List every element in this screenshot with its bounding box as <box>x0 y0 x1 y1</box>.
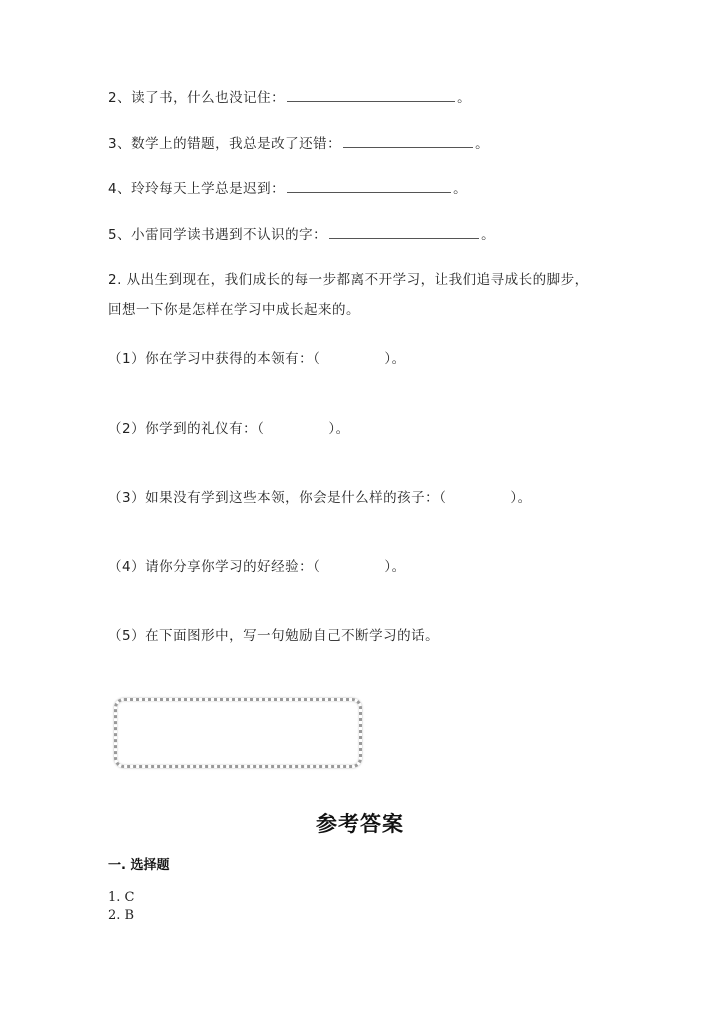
question-text: 5、小雷同学读书遇到不认识的字： <box>108 227 328 243</box>
sub-question-3: （3）如果没有学到这些本领，你会是什么样的孩子：（ ）。 <box>108 490 532 506</box>
sub-question-2: （2）你学到的礼仪有：（ ）。 <box>108 421 350 437</box>
question-2-read-books: 2、读了书，什么也没记住： 。 <box>108 90 472 106</box>
question-text: 3、数学上的错题，我总是改了还错： <box>108 136 342 152</box>
section-heading-multiple-choice: 一. 选择题 <box>108 858 170 873</box>
question-2-intro-line-2: 回想一下你是怎样在学习中成长起来的。 <box>108 302 360 318</box>
sub-question-5: （5）在下面图形中，写一句勉励自己不断学习的话。 <box>108 628 440 644</box>
question-4-late-school: 4、玲玲每天上学总是迟到： 。 <box>108 181 468 197</box>
answer-blank[interactable] <box>329 226 479 239</box>
question-5-unknown-characters: 5、小雷同学读书遇到不认识的字： 。 <box>108 227 496 243</box>
question-text: 2、读了书，什么也没记住： <box>108 90 286 106</box>
sub-question-4: （4）请你分享你学习的好经验：（ ）。 <box>108 559 406 575</box>
question-text: 4、玲玲每天上学总是迟到： <box>108 181 286 197</box>
question-2-intro-line-1: 2. 从出生到现在，我们成长的每一步都离不开学习，让我们追寻成长的脚步， <box>108 272 589 288</box>
answer-blank[interactable] <box>287 89 455 102</box>
answer-item: 1. C <box>108 890 135 905</box>
writing-frame[interactable] <box>114 698 362 768</box>
sub-question-1: （1）你在学习中获得的本领有：（ ）。 <box>108 351 406 367</box>
question-3-math-errors: 3、数学上的错题，我总是改了还错： 。 <box>108 136 490 152</box>
answer-blank[interactable] <box>287 180 451 193</box>
answer-item: 2. B <box>108 908 135 923</box>
answer-key-title: 参考答案 <box>316 811 404 836</box>
answer-blank[interactable] <box>343 135 473 148</box>
